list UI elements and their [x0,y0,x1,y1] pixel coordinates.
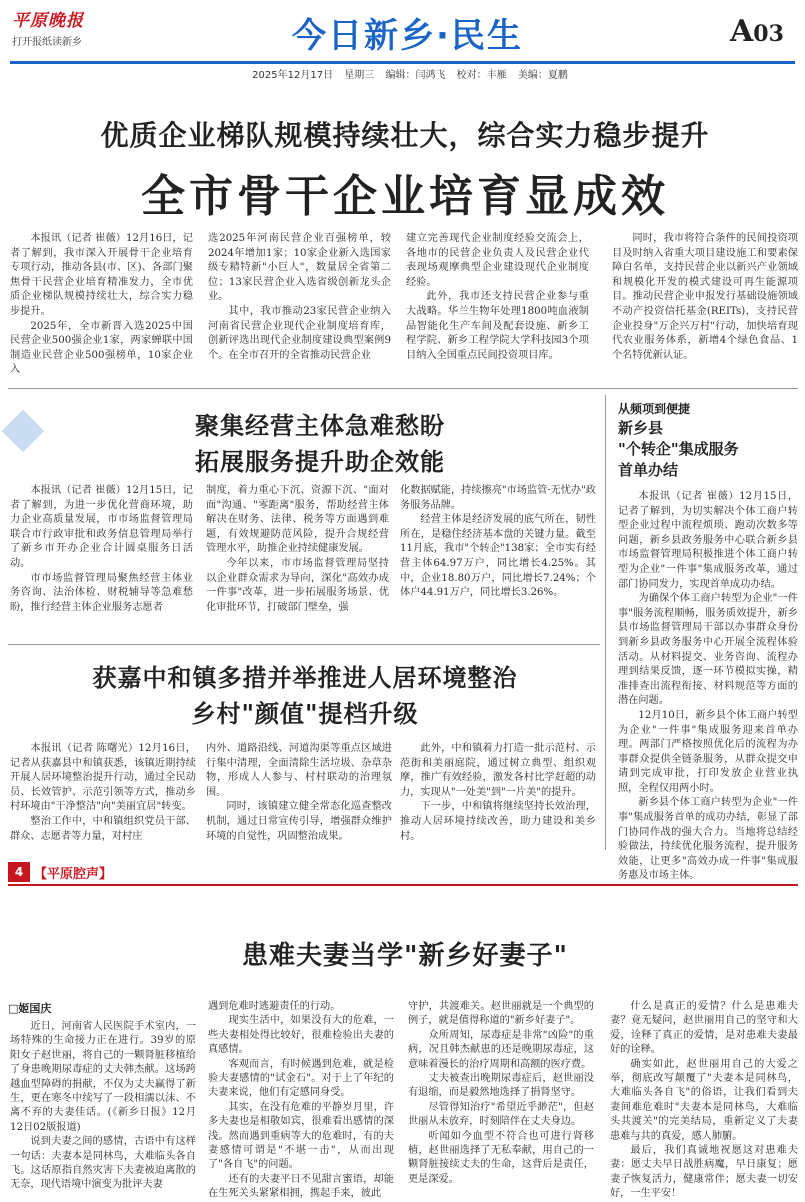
article4-column-4 [610,1000,798,1200]
article4-paragraph: 什么是真正的爱情？什么是患难夫妻？竟无疑问，赵世丽用自己的坚守和大爱，诠释了真正的爱情，是对患难夫妻最好的诠释。 [610,1001,798,1056]
article4-paragraph: 尽管得知治疗"希望近乎渺茫"，但赵世丽从未放弃，时刻陪伴在丈夫身边。 [408,1101,594,1128]
article1-column-4 [612,232,798,380]
article2-title-line1: 聚集经营主体急难愁盼 [195,411,445,440]
article2-column-3 [400,484,596,632]
article1-paragraph: 同时，我市将符合条件的民间投资项目及时纳入省重大项目建设施工和要素保障白名单，支持民营企业以新兴产业领域和规模化开发的模式建设可再生能源项目。推动民营企业申报发行基础设施领域不动产投资信托基金(REITs)，支持民营企业投身"万企兴万村"行动，加快培育现代农业服务体系，新增4个绿色食品、1个名特优新认证。 [612,233,798,361]
article1-lead: 本报讯（记者 崔薇）12月16日，记者了解到，我市深入开展骨干企业培育专项行动，推动各县(市、区)、各部门聚焦骨干民营企业培育精准发力，全市优质企业梯队规模持续壮大，综合实力稳步提升。 [10,233,193,317]
article1-paragraph: 2025年，全市新晋入选2025中国民营企业500强企业1家，两家蝉联中国制造业民营企业500强榜单，10家企业入 [10,320,193,376]
column-divider [8,884,798,886]
article4-paragraph: 客观而言，有时候遇到危难，就是检验夫妻感情的"试金石"。对于上了年纪的夫妻来说，他们有定感同身受。 [208,1058,394,1099]
column-name: 【平原腔声】 [34,867,113,882]
sidebar-title-line2: "个转企"集成服务 [618,440,739,458]
article4-column-3 [408,1000,594,1196]
sidebar-title [618,418,798,481]
article2-title [50,408,590,480]
article2-title-line2: 拓展服务提升助企效能 [195,447,445,476]
edition-date: 2025年12月17日 [252,70,334,81]
article3-paragraph: 整治工作中，中和镇组织党员干部、群众、志愿者等力量，对村庄 [10,815,196,842]
article4-paragraph: 最后，我们真诚地祝愿这对患难夫妻：愿丈夫早日战胜病魔，早日康复；愿妻子恢复活力，健康常伴；愿夫妻一切安好，一生平安！ [610,1145,798,1200]
article3-paragraph: 下一步，中和镇将继续坚持长效治理，推动人居环境持续改善，助力建设和美乡村。 [400,801,596,842]
sidebar-title-line3: 首单办结 [618,461,679,479]
page-digits: 03 [753,21,784,47]
article4-author: □姬国庆 [8,1002,52,1015]
sidebar-kicker: 从频项到便捷 [618,402,691,416]
article2-paragraph: 市市场监督管理局聚焦经营主体业务咨询、法治体检、财税辅导等急难愁盼，推行经营主体企业服务志愿者 [10,572,193,613]
article3-paragraph: 同时，该镇建立健全常态化巡查整改机制，通过日常宣传引导，增强群众维护环境的自觉性，巩固整治成果。 [206,801,392,842]
diamond-shape [2,410,44,452]
page-letter: A [730,14,754,49]
sidebar-title-line1: 新乡县 [618,419,664,437]
article4-paragraph: 确实如此，赵世丽用自己的大爱之举，彻底改写颠覆了"夫妻本是同林鸟，大难临头各自飞"的俗语，让我们看到夫妻间难危难时"夫妻本是同林鸟，大难临头共渡关"的完美结局，重新定义了夫妻患难与共的真爱，感人肺腑。 [610,1058,798,1142]
article1-title: 全市骨干企业培育显成效 [141,171,669,222]
article2-paragraph: 经营主体是经济发展的底气所在，韧性所在，是稳住经济基本盘的关键力量。截至11月底，我市"个转企"138家；全市实有经营主体64.97万户，同比增长4.25%。其中，企业18.80万户，同比增长7.24%；个体户44.91万户，同比增长3.26%。 [400,514,596,599]
article4-column-1 [10,1020,196,1196]
article4-paragraph: 守护，共渡难关。赵世丽就是一个典型的例子，就是值得称道的"新乡好妻子"。 [408,1001,594,1027]
sidebar-lead: 本报讯（记者 崔薇）12月15日，记者了解到，为切实解决个体工商户转型企业过程中流程烦琐、跑动次数多等问题，新乡县政务服务中心联合新乡县市场监督管理局积极推进个体工商户转型为企业"一件事"集成服务改革，通过部门协同发力，实现首单成功办结。 [618,491,798,590]
article3-column-1 [10,742,196,850]
article2-paragraph: 制度，着力重心下沉、资源下沉、"面对面"沟通、"零距离"服务，帮助经营主体解决在财务、法律、税务等方面遇到难题，有效规避防范风险，提升合规经营管理水平，助推企业持续健康发展。 [206,485,389,555]
article1-paragraph: 选2025年河南民营企业百强榜单，较2024年增加1家；10家企业新入选国家级专精特新"小巨人"，数量居全省第二位；13家民营企业入选省级创新龙头企业。 [208,233,391,303]
sidebar-body [618,490,798,882]
edition-designer: 美编：夏鹏 [517,70,568,81]
article3-title [10,660,600,732]
section-divider [8,388,798,389]
article3-paragraph: 此外，中和镇着力打造一批示范村、示范街和美丽庭院，通过树立典型、组织观摩，推广有效经验，激发各村比学赶超的动力，实现从"一处美"到"一片美"的提升。 [400,743,596,798]
article3-title-line2: 乡村"颜值"提档升级 [191,699,419,728]
article4-column-2 [208,1000,394,1200]
column-tag [8,862,178,882]
edition-weekday: 星期三 [344,70,375,81]
article4-paragraph: 近日，河南省人民医院手术室内，一场特殊的生命接力正在进行。39岁的原阳女子赵世丽，将自己的一颗肾脏移植给了身患晚期尿毒症的丈夫韩杰献。这场跨越血型障碍的捐献，不仅为丈夫赢得了新生，更在寒冬中续写了一段相濡以沫、不离不弃的夫妻佳话。(《新乡日报》12月12日02版报道) [10,1021,196,1133]
edition-info [150,66,670,81]
article2-lead: 本报讯（记者 崔薇）12月15日，记者了解到，为进一步优化营商环境，助力企业高质量发展，市市场监督管理局联合市行政审批和政务信息管理局举行了新乡市开办企业合计圆桌服务日活动。 [10,485,193,569]
article4-paragraph: 现实生活中，如果没有大的危难，一些夫妻相处得比较好，很难检验出夫妻的真感情。 [208,1015,394,1056]
article3-paragraph: 内外、道路沿线、河道沟渠等重点区域进行集中清理，全面清除生活垃圾、杂草杂物，形成人人参与、村村联动的治理氛围。 [206,743,392,798]
article1-paragraph: 此外，我市还支持民营企业参与重大战略。华兰生物年处理1800吨血液制品智能化生产车间及配套设施、新乡工程学院、新乡工程学院大学科技园3个项目纳入全国重点民间投资项目库。 [406,291,589,361]
article3-lead: 本报讯（记者 陈曙光）12月16日，记者从获嘉县中和镇获悉，该镇近期持续开展人居环境整治提升行动，通过全民动员、长效管护、示范引领等方式，推动乡村环境由"干净整洁"向"美丽宜居"转变。 [10,743,196,813]
newspaper-logo: 平原晚报 [12,11,84,31]
sidebar-paragraph: 新乡县个体工商户转型为企业"一件事"集成服务首单的成功办结，彰显了部门协同作战的强大合力。当地将总结经验做法，持续优化服务流程，提升服务效能，让更多"高效办成一件事"集成服务惠及市场主体。 [618,797,798,882]
article2-column-1 [10,484,193,632]
edition-editor: 编辑：闫鸿飞 [385,70,446,81]
edition-proofreader: 校对：丰雁 [456,70,507,81]
section-divider [8,644,600,645]
article4-paragraph: 遇到危难时逃避责任的行动。 [208,1001,341,1012]
sidebar-paragraph: 为确保个体工商户转型为企业"一件事"服务流程顺畅，服务质效提升，新乡县市场监督管理局干部以办事群众身份到新乡县政务服务中心开展全流程体验活动。从材料提交、业务咨询、流程办理到结果反馈，逐一环节模拟实操，精准排查出流程衔接、材料规范等方面的潜在问题。 [618,593,798,707]
article1-column-3 [406,232,589,380]
article1-paragraph: 其中，我市推动23家民营企业纳入河南省民营企业现代企业制度培育库，创新评选出现代企业制度建设典型案例9个。在全市召开的全省推动民营企业 [208,305,391,361]
article4-paragraph: 还有的夫妻平日不见甜言蜜语，却能在生死关头紧紧相拥，携起手来，彼此 [208,1173,394,1200]
article4-title: 患难夫妻当学"新乡好妻子" [241,941,569,971]
article2-column-2 [206,484,389,632]
article1-column-2 [208,232,391,380]
article4-paragraph: 丈夫被查出晚期尿毒症后，赵世丽没有退缩，而是毅然地选择了捐肾坚守。 [408,1073,594,1099]
column-badge: 4 [8,862,30,882]
sidebar-paragraph: 12月10日，新乡县个体工商户转型为企业"一件事"集成服务迎来首单办理。两部门严格按照优化后的流程为办事群众提供全链条服务，从群众提交申请到完成审批，打印发放企业营业执照，全程仅用两小时。 [618,709,798,794]
article4-paragraph: 众所周知，尿毒症是非常"凶险"的重病，况且韩杰献患的还是晚期尿毒症，这意味着漫长的治疗周期和高额的医疗费。 [408,1029,594,1070]
page-number [730,14,800,49]
masthead [0,0,805,84]
article4-paragraph: 说到夫妻之间的感情，古语中有这样一句话：夫妻本是同林鸟，大难临头各自飞。这话原指自然灾害下夫妻被迫离散的无奈，现代语境中演变为批评夫妻 [10,1136,196,1191]
sidebar-divider [605,395,606,850]
article1-column-1 [10,232,193,380]
article1-paragraph: 建立完善现代企业制度经验交流会上，各地市的民营企业负责人及民营企业代表现场观摩典型企业建设现代企业制度经验。 [406,233,589,288]
article2-paragraph: 今年以来，市市场监督管理局坚持以企业群众需求为导向，深化"高效办成一件事"改革，进一步拓展服务场景、优化审批环节，打破部门壁垒，强 [206,557,389,613]
article1-subtitle: 优质企业梯队规模持续壮大，综合实力稳步提升 [100,119,710,152]
article2-paragraph: 化数据赋能，持续擦亮"市场监管·无忧办"政务服务品牌。 [400,485,596,511]
article4-paragraph: 其实，在没有危难的平静岁月里，许多夫妻也是相敬如宾，很难看出感情的深浅。然而遇到重病等大的危难时，有的夫妻感情可谓是"不堪一击"，从而出现了"各自飞"的问题。 [208,1101,394,1171]
decorative-diamonds [8,412,48,472]
article4-paragraph: 听闻如今血型不符合也可进行肾移植，赵世丽选择了无私奉献，用自己的一颗肾脏接续丈夫的生命，这背后是责任，更是深爱。 [408,1130,594,1185]
article3-title-line1: 获嘉中和镇多措并举推进人居环境整治 [92,663,518,692]
newspaper-slogan: 打开报纸读新乡 [12,37,82,48]
article3-column-2 [206,742,392,850]
article3-column-3 [400,742,596,850]
masthead-divider [10,61,795,64]
section-title: 今日新乡·民生 [292,16,523,56]
